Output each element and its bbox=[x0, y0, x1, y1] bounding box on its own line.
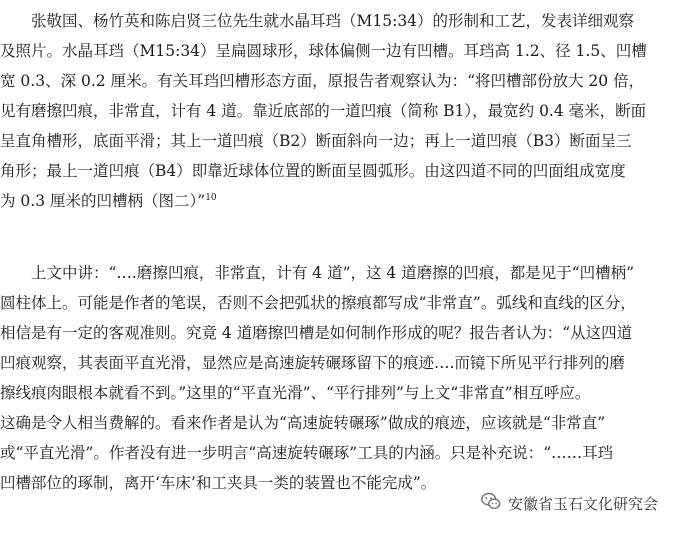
text-line: 为 0.3 厘米的凹槽柄（图二）” bbox=[0, 192, 206, 210]
text-line: 相信是有一定的客观准则。究竟 4 道磨擦凹槽是如何制作形成的呢？报告者认为：“从这四道 bbox=[0, 324, 633, 342]
watermark bbox=[476, 490, 662, 516]
watermark-text: 安徽省玉石文化研究会 bbox=[508, 494, 659, 513]
footnote-marker: 10 bbox=[205, 192, 217, 203]
text-line: 擦线痕肉眼根本就看不到。”这里的“平直光滑”、“平行排列”与上文“非常直”相互呼应。 bbox=[0, 384, 591, 402]
text-line: 张敬国、杨竹英和陈启贤三位先生就水晶耳珰（M15:34）的形制和工艺，发表详细观察 bbox=[0, 12, 635, 30]
text-line: 及照片。水晶耳珰（M15:34）呈扁圆球形，球体偏侧一边有凹槽。耳珰高 1.2、径 1.5、凹槽 bbox=[0, 42, 647, 60]
text-line: 呈直角槽形，底面平滑；其上一道凹痕（B2）断面斜向一边；再上一道凹痕（B3）断面呈三 bbox=[0, 132, 632, 150]
text-line: 这确是令人相当费解的。看来作者是认为“高速旋转碾琢”做成的痕迹，应该就是“非常直” bbox=[0, 414, 606, 432]
text-line: 凹槽部位的琢制，离开‘车床’和工夹具一类的装置也不能完成”。 bbox=[0, 474, 437, 492]
text-line: 角形；最上一道凹痕（B4）即靠近球体位置的断面呈圆弧形。由这四道不同的凹面组成宽度 bbox=[0, 162, 626, 180]
last-text-line bbox=[0, 186, 217, 216]
wechat-icon bbox=[480, 490, 502, 516]
text-line: 或“平直光滑”。作者没有进一步明言“高速旋转碾琢”工具的内涵。只是补充说：“……耳珰 bbox=[0, 444, 614, 462]
text-line: 见有磨擦凹痕，非常直，计有 4 道。靠近底部的一道凹痕（简称 B1），最宽约 0.4 毫米，断面 bbox=[0, 102, 647, 120]
text-line: 圆柱体上。可能是作者的笔误，否则不会把弧状的擦痕都写成“非常直”。弧线和直线的区分， bbox=[0, 294, 636, 312]
text-line: 凹痕观察，其表面平直光滑，显然应是高速旋转碾琢留下的痕迹….而镜下所见平行排列的磨 bbox=[0, 354, 625, 372]
text-line: 宽 0.3、深 0.2 厘米。有关耳珰凹槽形态方面，原报告者观察认为：“将凹槽部份放大 20 倍， bbox=[0, 72, 645, 90]
text-line: 上文中讲：“….磨擦凹痕，非常直，计有 4 道”，这 4 道磨擦的凹痕，都是见于“凹槽柄” bbox=[0, 264, 635, 282]
